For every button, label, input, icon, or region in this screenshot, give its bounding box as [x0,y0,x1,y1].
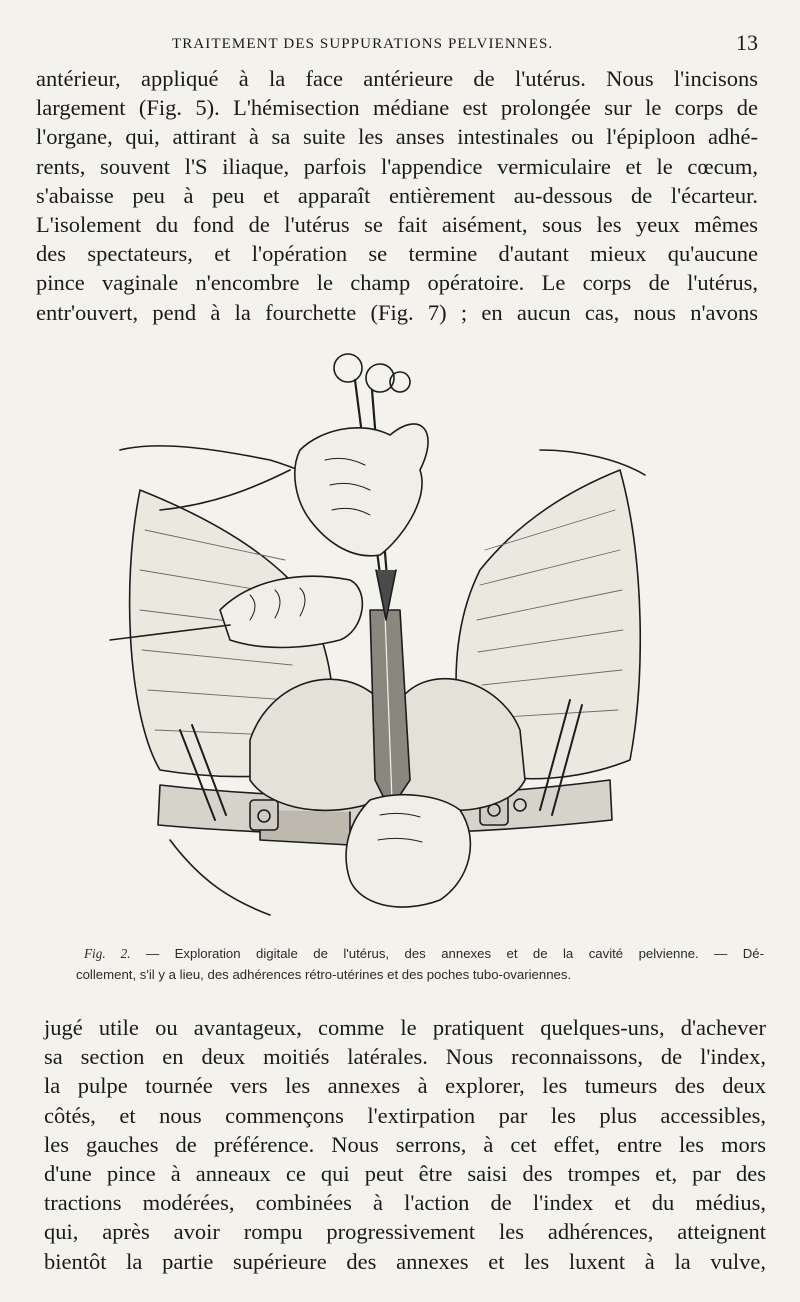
text-line: d'une pince à anneaux ce qui peut être saisi des trompes et, par des [44,1160,766,1186]
text-line: antérieur, appliqué à la face antérieure de l'utérus. Nous l'incisons [36,66,758,91]
text-line: rents, souvent l'S iliaque, parfois l'appendice vermiculaire et le cœcum, [36,153,758,179]
surgical-illustration [100,340,660,930]
paragraph-top [36,64,758,327]
text-line: qui, après avoir rompu progressivement les adhérences, atteignent [44,1219,766,1245]
caption-text-line2: collement, s'il y a lieu, des adhérences rétro-utérines et des poches tubo-ovariennes. [76,967,572,982]
text-line: s'abaisse peu à peu et apparaît entièrement au-dessous de l'écarteur. [36,182,758,208]
text-line: largement (Fig. 5). L'hémisection médiane est prolongée sur le corps de [36,95,758,121]
page-header [60,26,760,58]
text-line: la pulpe tournée vers les annexes à explorer, les tumeurs des deux [44,1073,766,1099]
text-line: entr'ouvert, pend à la fourchette (Fig. 7) ; en aucun cas, nous n'avons [36,299,758,325]
text-line: L'isolement du fond de l'utérus se fait aisément, sous les yeux mêmes [36,211,758,237]
paragraph-bottom [44,1013,766,1276]
page-number: 13 [736,30,758,55]
text-line: pince vaginale n'encombre le champ opératoire. Le corps de l'utérus, [36,270,758,296]
caption-label: Fig. 2. [84,946,131,961]
text-line: jugé utile ou avantageux, comme le pratiquent quelques-uns, d'achever [44,1015,766,1040]
text-line: tractions modérées, combinées à l'action de l'index et du médius, [44,1190,766,1216]
caption-text-line1: — Exploration digitale de l'utérus, des annexes et de la cavité pelvienne. — Dé- [146,946,764,961]
speculum [370,610,410,810]
figure-caption [76,943,764,985]
text-line: les gauches de préférence. Nous serrons, à cet effet, entre les mors [44,1131,766,1157]
text-line: côtés, et nous commençons l'extirpation par les plus accessibles, [44,1102,766,1128]
text-line: l'organe, qui, attirant à sa suite les anses intestinales ou l'épiploon adhé- [36,124,758,150]
text-line: des spectateurs, et l'opération se termine d'autant mieux qu'aucune [36,241,758,267]
running-title: TRAITEMENT DES SUPPURATIONS PELVIENNES. [172,36,554,52]
text-line: bientôt la partie supérieure des annexes et les luxent à la vulve, [44,1248,766,1274]
text-line: sa section en deux moitiés latérales. Nous reconnaissons, de l'index, [44,1044,766,1070]
